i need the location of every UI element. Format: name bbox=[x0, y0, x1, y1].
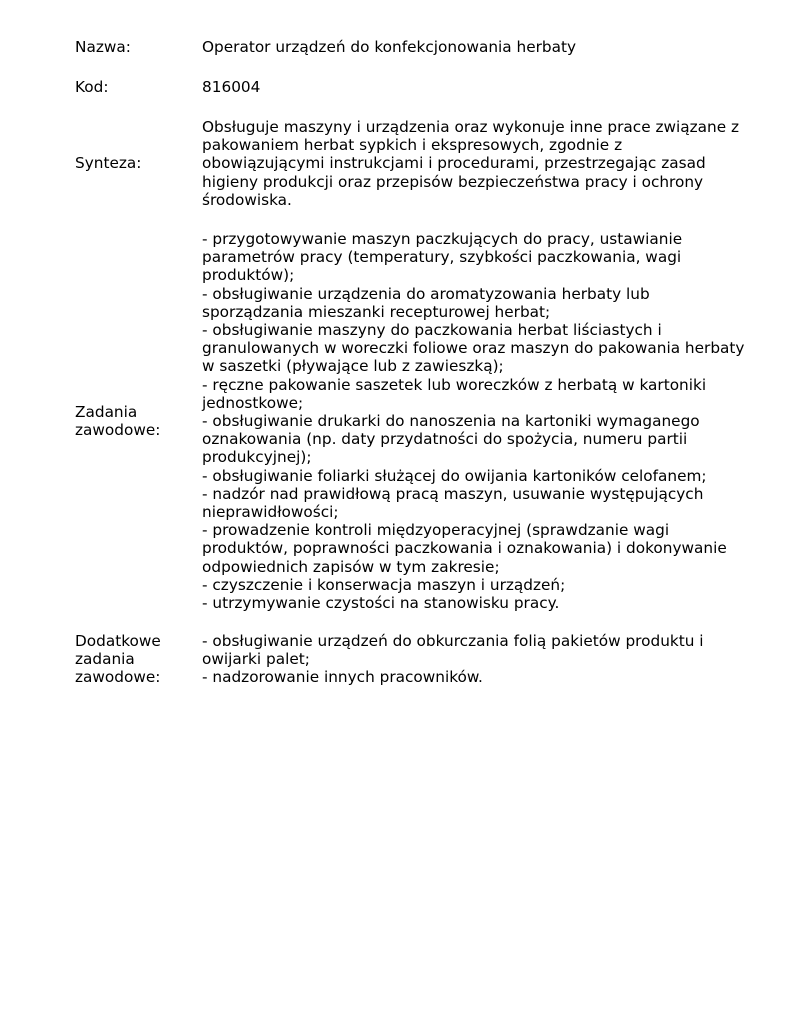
synteza-line: higieny produkcji oraz przepisów bezpieczeństwa pracy i ochrony bbox=[202, 172, 704, 191]
zadania-line: produktów); bbox=[202, 266, 295, 285]
zadania-line: - nadzór nad prawidłową pracą maszyn, usuwanie występujących bbox=[202, 484, 704, 503]
zadania-line: jednostkowe; bbox=[202, 393, 304, 412]
synteza-value bbox=[202, 118, 762, 209]
zadania-label-line: zawodowe: bbox=[75, 421, 161, 440]
zadania-line: - czyszczenie i konserwacja maszyn i urządzeń; bbox=[202, 575, 566, 594]
zadania-line: - prowadzenie kontroli międzyoperacyjnej (sprawdzanie wagi bbox=[202, 521, 670, 540]
synteza-line: obowiązującymi instrukcjami i procedurami, przestrzegając zasad bbox=[202, 154, 706, 173]
nazwa-value: Operator urządzeń do konfekcjonowania herbaty bbox=[202, 38, 577, 56]
synteza-label: Synteza: bbox=[75, 154, 142, 173]
zadania-line: oznakowania (np. daty przydatności do spożycia, numeru partii bbox=[202, 430, 688, 449]
nazwa-label: Nazwa: bbox=[75, 38, 131, 56]
zadania-line: - przygotowywanie maszyn paczkujących do pracy, ustawianie bbox=[202, 230, 683, 248]
dodatkowe-label-line: zadania bbox=[75, 650, 135, 669]
zadania-line: produkcyjnej); bbox=[202, 448, 312, 467]
kod-row bbox=[75, 78, 765, 96]
zadania-line: - ręczne pakowanie saszetek lub woreczków z herbatą w kartoniki bbox=[202, 375, 707, 394]
synteza-line: pakowaniem herbat sypkich i ekspresowych, zgodnie z bbox=[202, 136, 623, 155]
kod-label: Kod: bbox=[75, 78, 109, 96]
dodatkowe-line: - nadzorowanie innych pracowników. bbox=[202, 668, 483, 687]
zadania-line: produktów, poprawności paczkowania i oznakowania) i dokonywanie bbox=[202, 539, 727, 558]
dodatkowe-row bbox=[75, 632, 765, 687]
synteza-line: środowiska. bbox=[202, 190, 292, 209]
nazwa-row bbox=[75, 38, 765, 56]
zadania-line: granulowanych w woreczki foliowe oraz maszyn do pakowania herbaty bbox=[202, 339, 745, 358]
zadania-line: - obsługiwanie foliarki służącej do owijania kartoników celofanem; bbox=[202, 466, 707, 485]
dodatkowe-line: owijarki palet; bbox=[202, 650, 310, 669]
zadania-line: odpowiednich zapisów w tym zakresie; bbox=[202, 557, 500, 576]
dodatkowe-line: - obsługiwanie urządzeń do obkurczania folią pakietów produktu i bbox=[202, 632, 704, 650]
synteza-line: Obsługuje maszyny i urządzenia oraz wykonuje inne prace związane z bbox=[202, 118, 740, 136]
dodatkowe-list bbox=[202, 632, 762, 687]
zadania-line: sporządzania mieszanki recepturowej herbat; bbox=[202, 302, 551, 321]
dodatkowe-label-line: zawodowe: bbox=[75, 668, 161, 687]
zadania-label-line: Zadania bbox=[75, 402, 138, 421]
dodatkowe-label-line: Dodatkowe bbox=[75, 632, 161, 650]
zadania-line: nieprawidłowości; bbox=[202, 503, 339, 522]
zadania-line: - obsługiwanie drukarki do nanoszenia na kartoniki wymaganego bbox=[202, 412, 700, 431]
zadania-line: - obsługiwanie urządzenia do aromatyzowania herbaty lub bbox=[202, 284, 650, 303]
zadania-list bbox=[202, 230, 762, 612]
zadania-line: - utrzymywanie czystości na stanowisku pracy. bbox=[202, 594, 560, 613]
synteza-row bbox=[75, 118, 765, 209]
zadania-label bbox=[75, 403, 202, 439]
zadania-line: parametrów pracy (temperatury, szybkości paczkowania, wagi bbox=[202, 248, 682, 267]
zadania-line: - obsługiwanie maszyny do paczkowania herbat liściastych i bbox=[202, 321, 662, 340]
zadania-row bbox=[75, 230, 765, 612]
kod-value: 816004 bbox=[202, 78, 261, 96]
zadania-line: w saszetki (pływające lub z zawieszką); bbox=[202, 357, 504, 376]
dodatkowe-label bbox=[75, 632, 202, 687]
